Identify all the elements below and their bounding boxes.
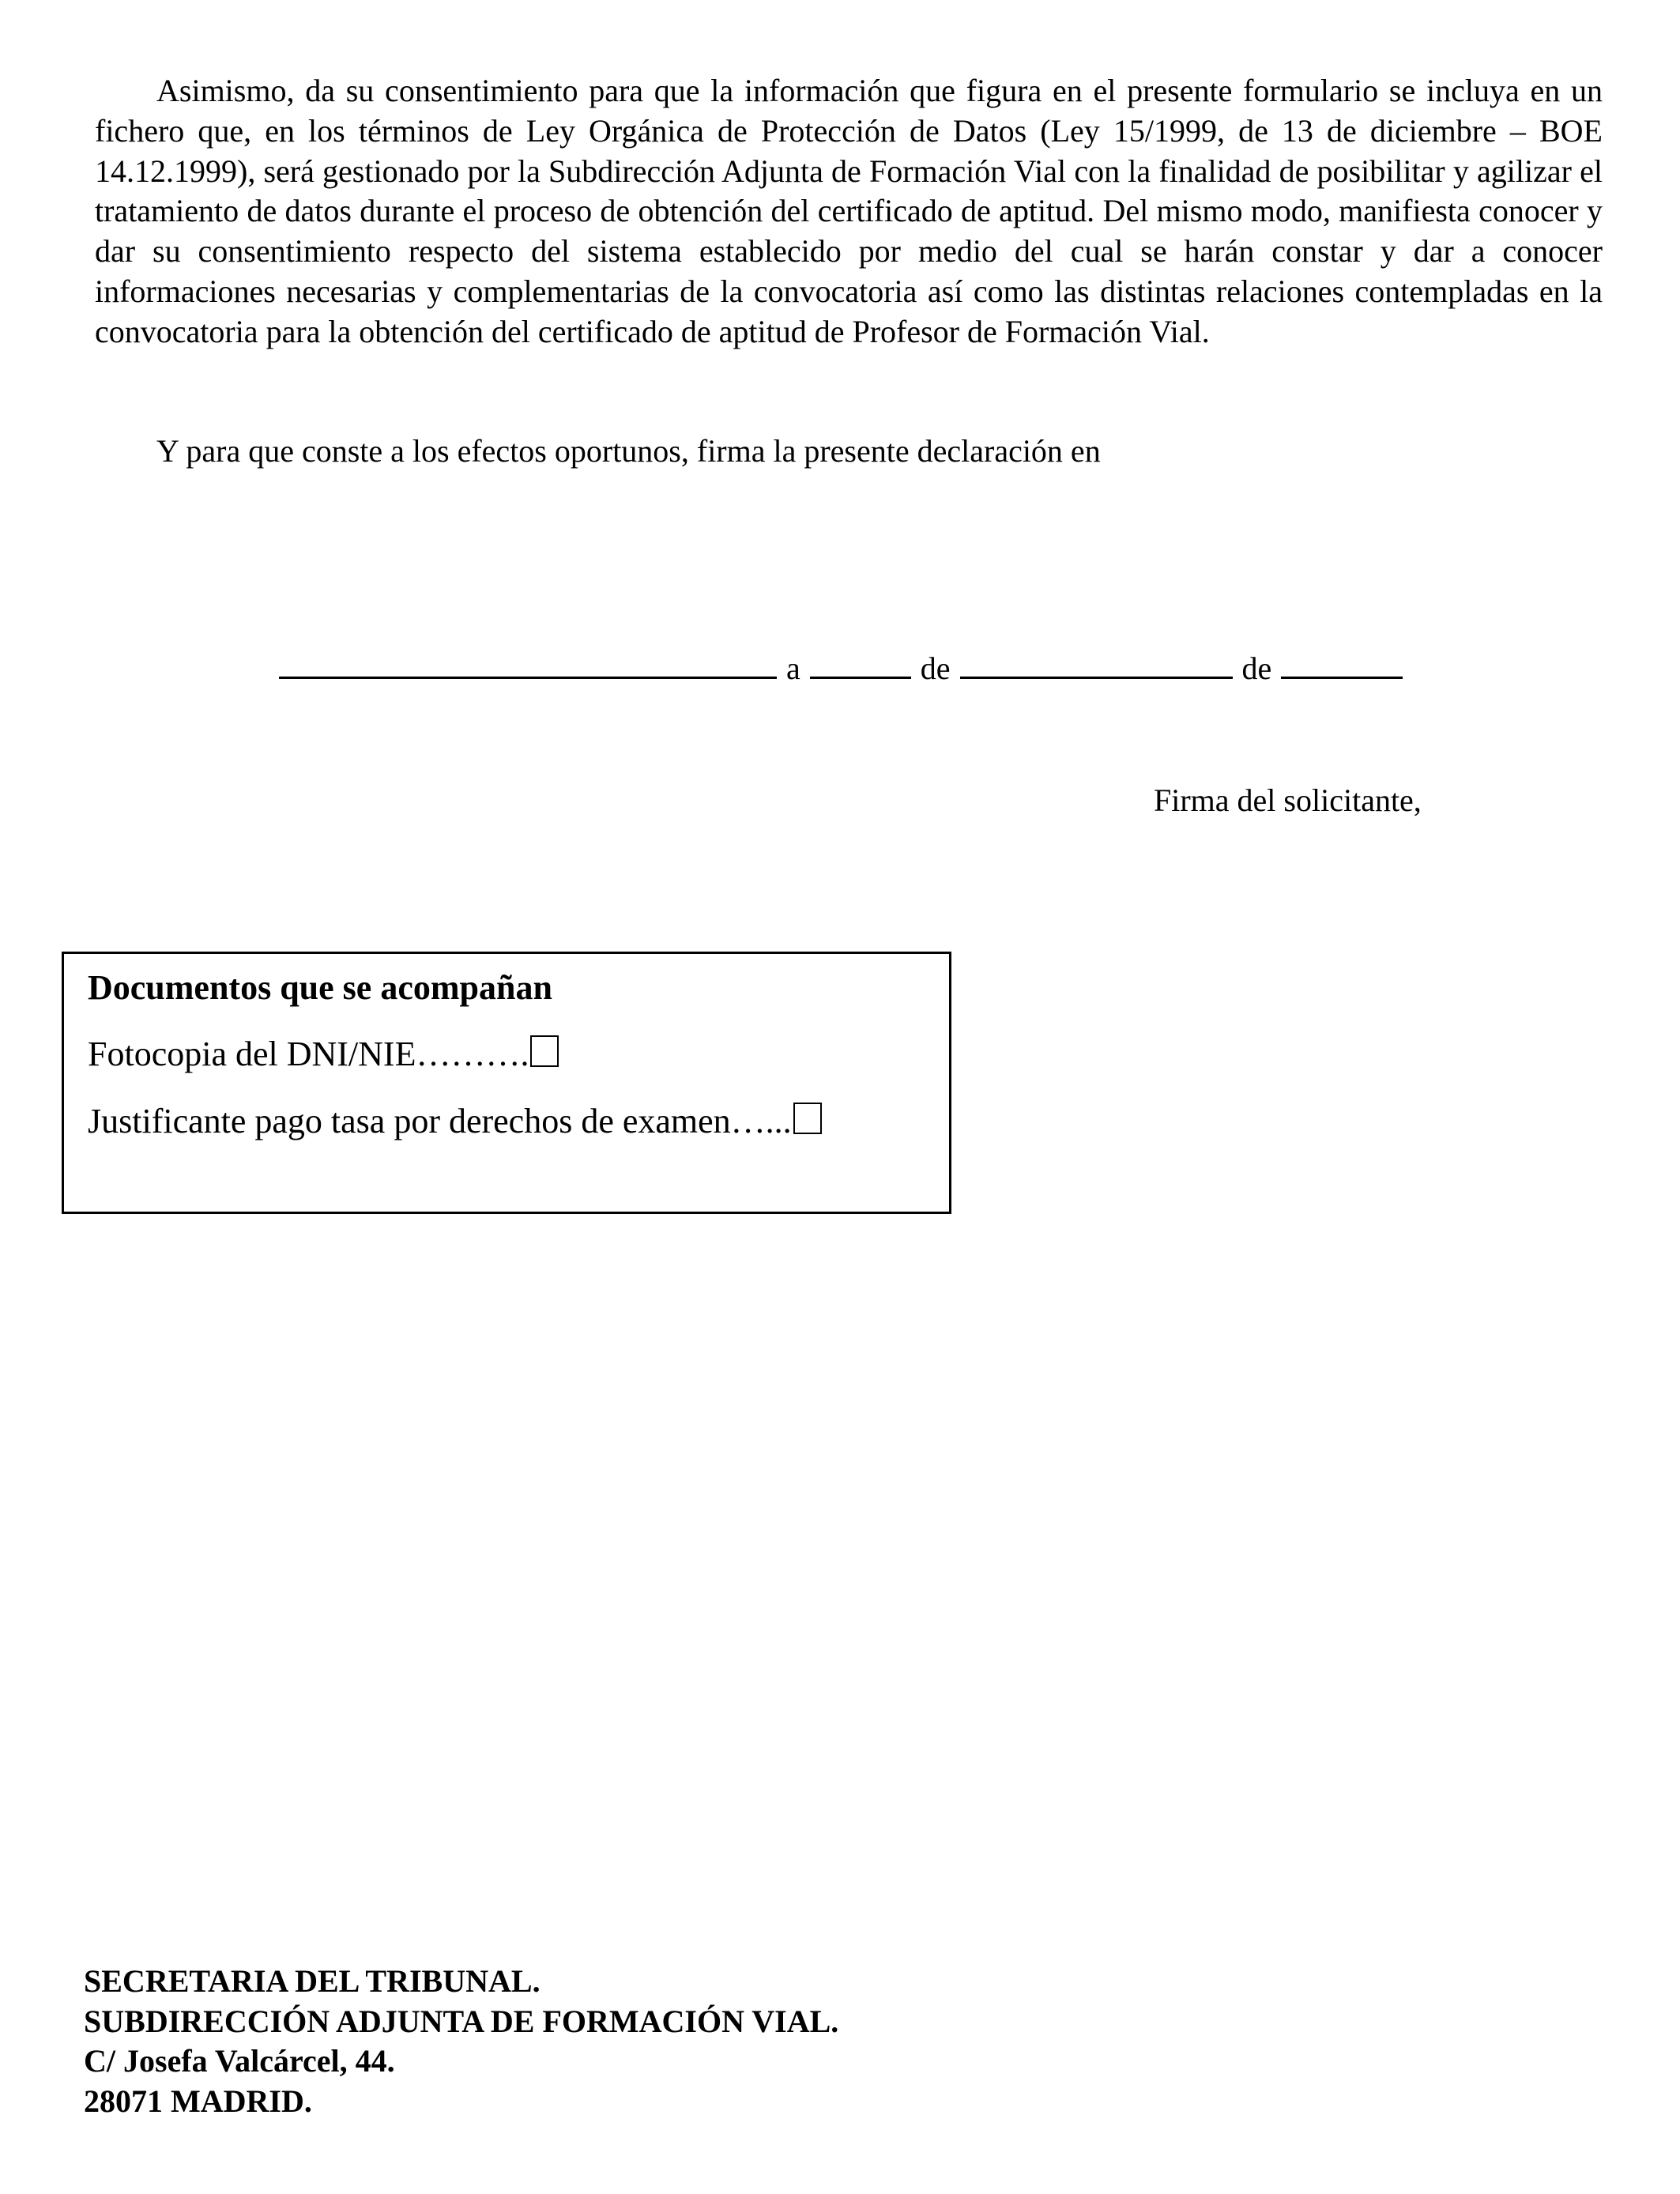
- fee-receipt-checkbox[interactable]: [793, 1103, 822, 1134]
- attached-documents-title: Documentos que se acompañan: [88, 968, 552, 1007]
- document-item-dni: [88, 1034, 559, 1074]
- document-item-label: Fotocopia del DNI/NIE……….: [88, 1035, 529, 1073]
- consent-paragraph: Asimismo, da su consentimiento para que la información que figura en el presente formulario se incluya en un fichero que, en los términos de Ley Orgánica de Protección de Datos (Ley 15/1999, de 13 de diciembre – BOE 14.12.1999), será gestionado por la Subdirección Adjunta de Formación Vial con la finalidad de posibilitar y agilizar el tratamiento de datos durante el proceso de obtención del certificado de aptitud. Del mismo modo, manifiesta conocer y dar su consentimiento respecto del sistema establecido por medio del cual se harán constar y dar a conocer informaciones necesarias y complementarias de la convocatoria así como las distintas relaciones contempladas en la convocatoria para la obtención del certificado de aptitud de Profesor de Formación Vial.: [95, 73, 1603, 349]
- attached-documents-box: [62, 952, 951, 1214]
- document-item-fee-receipt: [88, 1101, 822, 1141]
- date-place-line: [279, 647, 1403, 688]
- tribunal-address: [84, 1962, 838, 2121]
- date-word-a: a: [786, 650, 800, 686]
- day-blank-field[interactable]: [810, 647, 911, 679]
- dni-checkbox[interactable]: [530, 1035, 559, 1067]
- address-line: 28071 MADRID.: [84, 2083, 312, 2119]
- date-word-de-month: de: [920, 650, 951, 686]
- declaration-text: Y para que conste a los efectos oportunos, firma la presente declaración en: [156, 433, 1101, 469]
- address-line: SECRETARIA DEL TRIBUNAL.: [84, 1963, 541, 1999]
- date-word-de-year: de: [1241, 650, 1272, 686]
- address-line: SUBDIRECCIÓN ADJUNTA DE FORMACIÓN VIAL.: [84, 2003, 839, 2039]
- year-blank-field[interactable]: [1281, 647, 1403, 679]
- signature-label: Firma del solicitante,: [1154, 782, 1422, 818]
- document-item-label: Justificante pago tasa por derechos de examen…...: [88, 1102, 792, 1140]
- place-blank-field[interactable]: [279, 647, 777, 679]
- month-blank-field[interactable]: [960, 647, 1233, 679]
- address-line: C/ Josefa Valcárcel, 44.: [84, 2043, 395, 2079]
